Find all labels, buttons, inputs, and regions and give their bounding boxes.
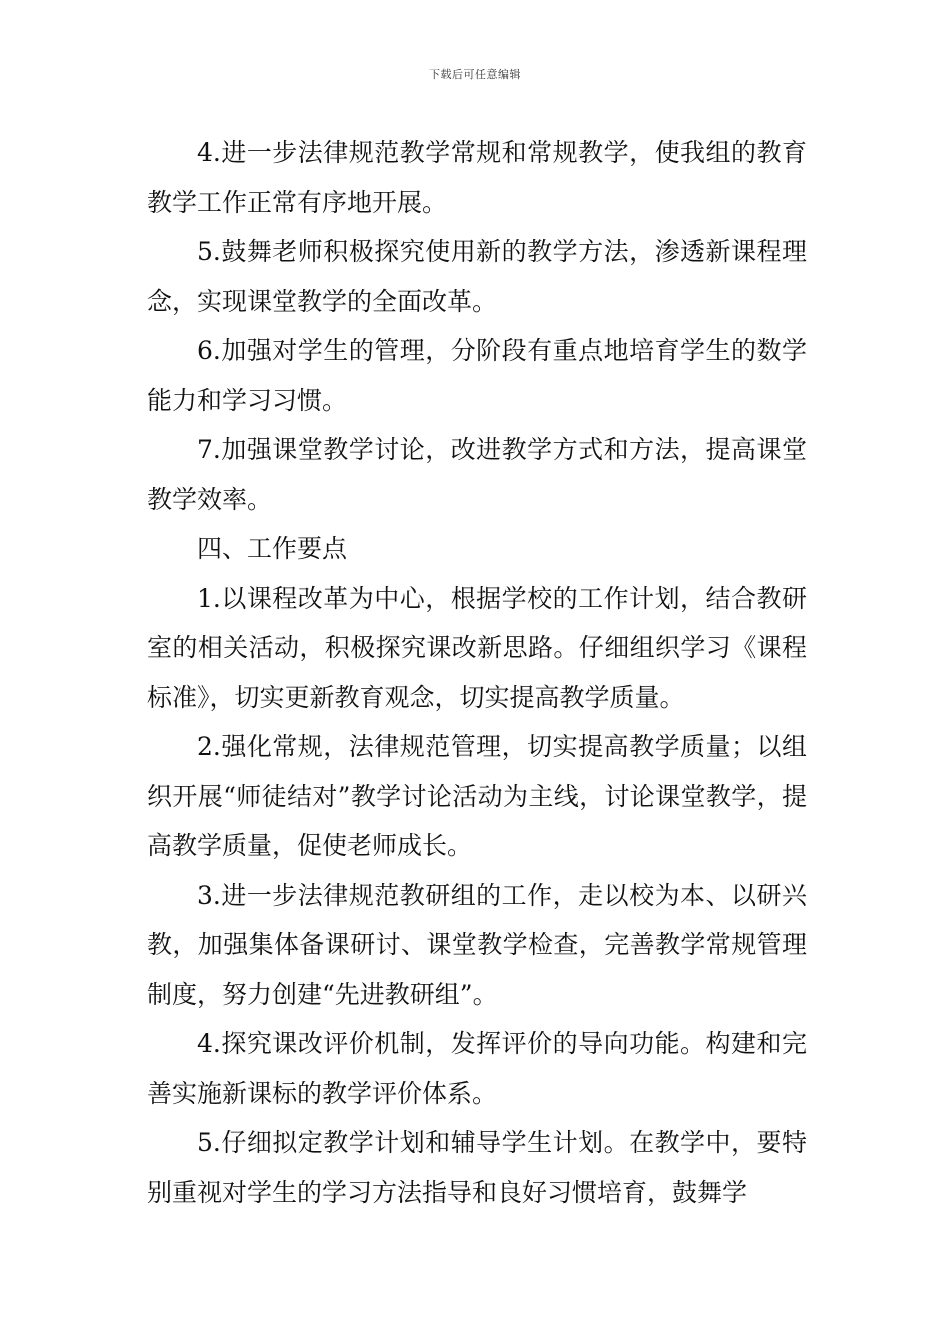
paragraph-point-3: 3.进一步法律规范教研组的工作，走以校为本、以研兴教，加强集体备课研讨、课堂教学检查，完善教学常规管理制度，努力创建“先进教研组”。: [147, 880, 807, 1009]
paragraph-point-1: 1.以课程改革为中心，根据学校的工作计划，结合教研室的相关活动，积极探究课改新思路。仔细组织学习《课程标准》，切实更新教育观念，切实提高教学质量。: [147, 583, 807, 712]
document-body: [147, 128, 807, 1217]
paragraph-point-5: 5.仔细拟定教学计划和辅导学生计划。在教学中，要特别重视对学生的学习方法指导和良好习惯培育，鼓舞学: [147, 1128, 807, 1207]
paragraph-goal-7: 7.加强课堂教学讨论，改进教学方式和方法，提高课堂教学效率。: [147, 435, 807, 514]
page-header: 下载后可任意编辑: [429, 68, 521, 81]
paragraph-goal-4: 4.进一步法律规范教学常规和常规教学，使我组的教育教学工作正常有序地开展。: [147, 138, 807, 217]
paragraph-point-2: 2.强化常规，法律规范管理，切实提高教学质量；以组织开展“师徒结对”教学讨论活动为主线，讨论课堂教学，提高教学质量，促使老师成长。: [147, 732, 807, 860]
paragraph-goal-6: 6.加强对学生的管理，分阶段有重点地培育学生的数学能力和学习习惯。: [147, 336, 807, 415]
paragraph-point-4: 4.探究课改评价机制，发挥评价的导向功能。构建和完善实施新课标的教学评价体系。: [147, 1029, 807, 1108]
section-heading: 四、工作要点: [197, 534, 348, 563]
paragraph-goal-5: 5.鼓舞老师积极探究使用新的教学方法，渗透新课程理念，实现课堂教学的全面改革。: [147, 237, 807, 316]
